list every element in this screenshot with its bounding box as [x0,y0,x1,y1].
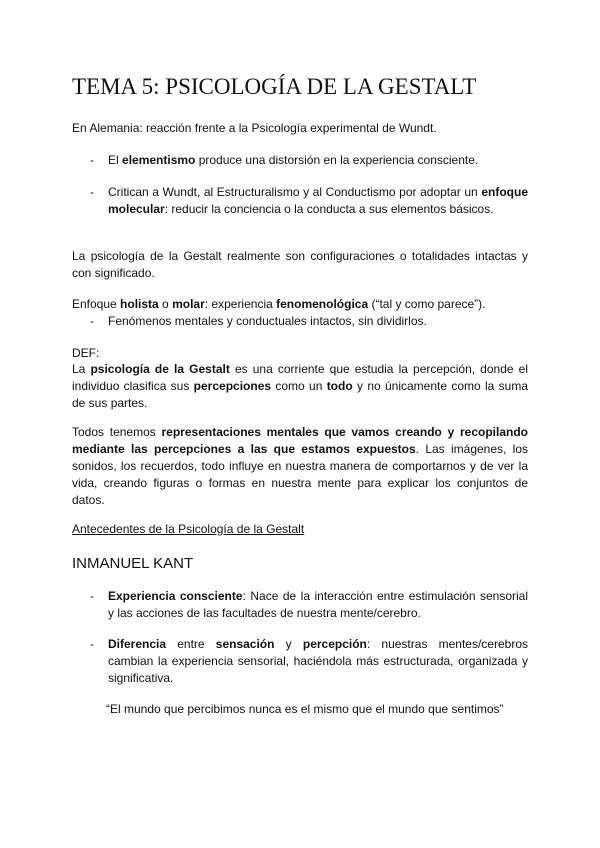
bullet-dash: - [90,637,94,651]
configuraciones-paragraph: La psicología de la Gestalt realmente son configuraciones o totalidades intactas y con significado. [72,249,528,280]
bullet-dash: - [90,314,94,328]
bullet-dash: - [90,153,94,167]
bullet-text: Experiencia consciente: Nace de la interacción entre estimulación sensorial y las acciones de las facultades de nuestra mente/cerebro. [108,589,528,620]
bullet-critican [90,184,528,218]
bullet-text: Critican a Wundt, al Estructuralismo y al Conductismo por adoptar un enfoque molecular: reducir la conciencia o la conducta a sus elementos básicos. [108,185,528,216]
kant-quote: “El mundo que percibimos nunca es el mismo que el mundo que sentimos” [106,702,504,716]
bullet-experiencia [90,588,528,622]
bullet-text: El elementismo produce una distorsión en la experiencia consciente. [108,153,479,167]
bullet-text: Diferencia entre sensación y percepción: nuestras mentes/cerebros cambian la experiencia sensorial, haciéndola más estructurada, organizada y significativa. [108,637,528,685]
kant-heading: INMANUEL KANT [72,555,194,572]
antecedentes-heading: Antecedentes de la Psicología de la Gestalt [72,522,305,536]
bullet-text: Fenómenos mentales y conductuales intactos, sin dividirlos. [108,314,427,328]
bullet-fenomenos [90,313,528,330]
bullet-dash: - [90,589,94,603]
bullet-diferencia [90,636,528,687]
representaciones-paragraph: Todos tenemos representaciones mentales que vamos creando y recopilando mediante las percepciones a las que estamos expuestos. Las imágenes, los sonidos, los recuerdos, todo influye en nuestra manera de comportarnos y de ver la vida, creando figuras o formas en nuestra mente para explicar los conjuntos de datos. [72,425,528,507]
enfoque-paragraph: Enfoque holista o molar: experiencia fenomenológica (“tal y como parece”). [72,297,486,311]
def-paragraph: La psicología de la Gestalt es una corriente que estudia la percepción, donde el individuo clasifica sus percepciones como un todo y no únicamente como la suma de sus partes. [72,362,529,410]
def-label: DEF: [72,346,100,360]
bullet-elementismo [90,152,528,169]
intro-paragraph: En Alemania: reacción frente a la Psicología experimental de Wundt. [72,121,437,135]
bullet-dash: - [90,185,94,199]
page-title: TEMA 5: PSICOLOGÍA DE LA GESTALT [72,74,477,99]
